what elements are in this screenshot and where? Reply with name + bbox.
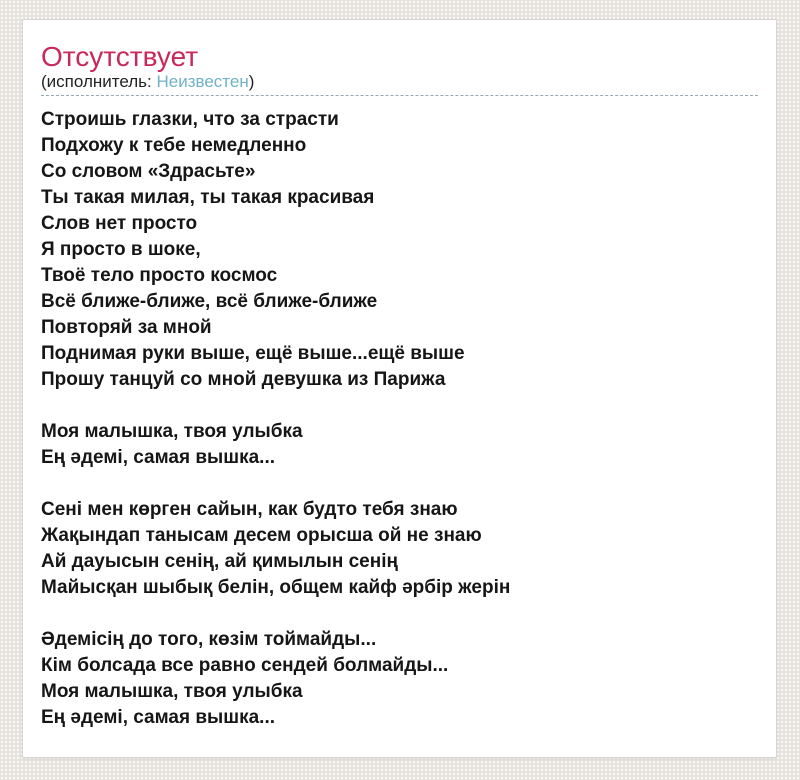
lyric-line: Поднимая руки выше, ещё выше...ещё выше — [41, 343, 465, 364]
lyric-stanza — [41, 627, 758, 731]
lyric-line: Әдемісің до того, көзім тоймайды... — [41, 629, 377, 650]
lyrics-card — [22, 19, 777, 758]
lyric-line: Слов нет просто — [41, 213, 198, 234]
lyric-line: Жақындап танысам десем орысша ой не знаю — [41, 525, 482, 546]
lyric-line: Всё ближе-ближе, всё ближе-ближе — [41, 291, 378, 312]
lyric-line: Прошу танцуй со мной девушка из Парижа — [41, 369, 446, 390]
lyric-line: Сені мен көрген сайын, как будто тебя знаю — [41, 499, 458, 520]
lyric-line: Ты такая милая, ты такая красивая — [41, 187, 375, 208]
lyric-stanza — [41, 107, 758, 393]
lyric-line: Ең әдемі, самая вышка... — [41, 447, 276, 468]
lyric-line: Со словом «Здрасьте» — [41, 161, 256, 182]
artist-link[interactable]: Неизвестен — [156, 72, 249, 91]
song-title: Отсутствует — [41, 41, 199, 72]
lyric-line: Подхожу к тебе немедленно — [41, 135, 307, 156]
lyric-stanza — [41, 497, 758, 601]
lyrics-text — [41, 107, 758, 731]
lyric-line: Ай дауысын сенің, ай қимылын сенің — [41, 551, 398, 572]
lyric-line: Майысқан шыбық белін, общем кайф әрбір жерін — [41, 577, 511, 598]
lyric-line: Кім болсада все равно сендей болмайды... — [41, 655, 449, 676]
lyric-line: Повторяй за мной — [41, 317, 212, 338]
lyric-line: Моя малышка, твоя улыбка — [41, 681, 303, 702]
artist-line-close: ) — [248, 72, 255, 91]
artist-line — [41, 72, 758, 96]
artist-label: (исполнитель: — [41, 72, 157, 91]
lyric-line: Строишь глазки, что за страсти — [41, 109, 339, 130]
lyric-line: Моя малышка, твоя улыбка — [41, 421, 303, 442]
lyric-line: Ең әдемі, самая вышка... — [41, 707, 276, 728]
lyric-line: Я просто в шоке, — [41, 239, 201, 260]
lyric-stanza — [41, 419, 758, 471]
lyric-line: Твоё тело просто космос — [41, 265, 278, 286]
